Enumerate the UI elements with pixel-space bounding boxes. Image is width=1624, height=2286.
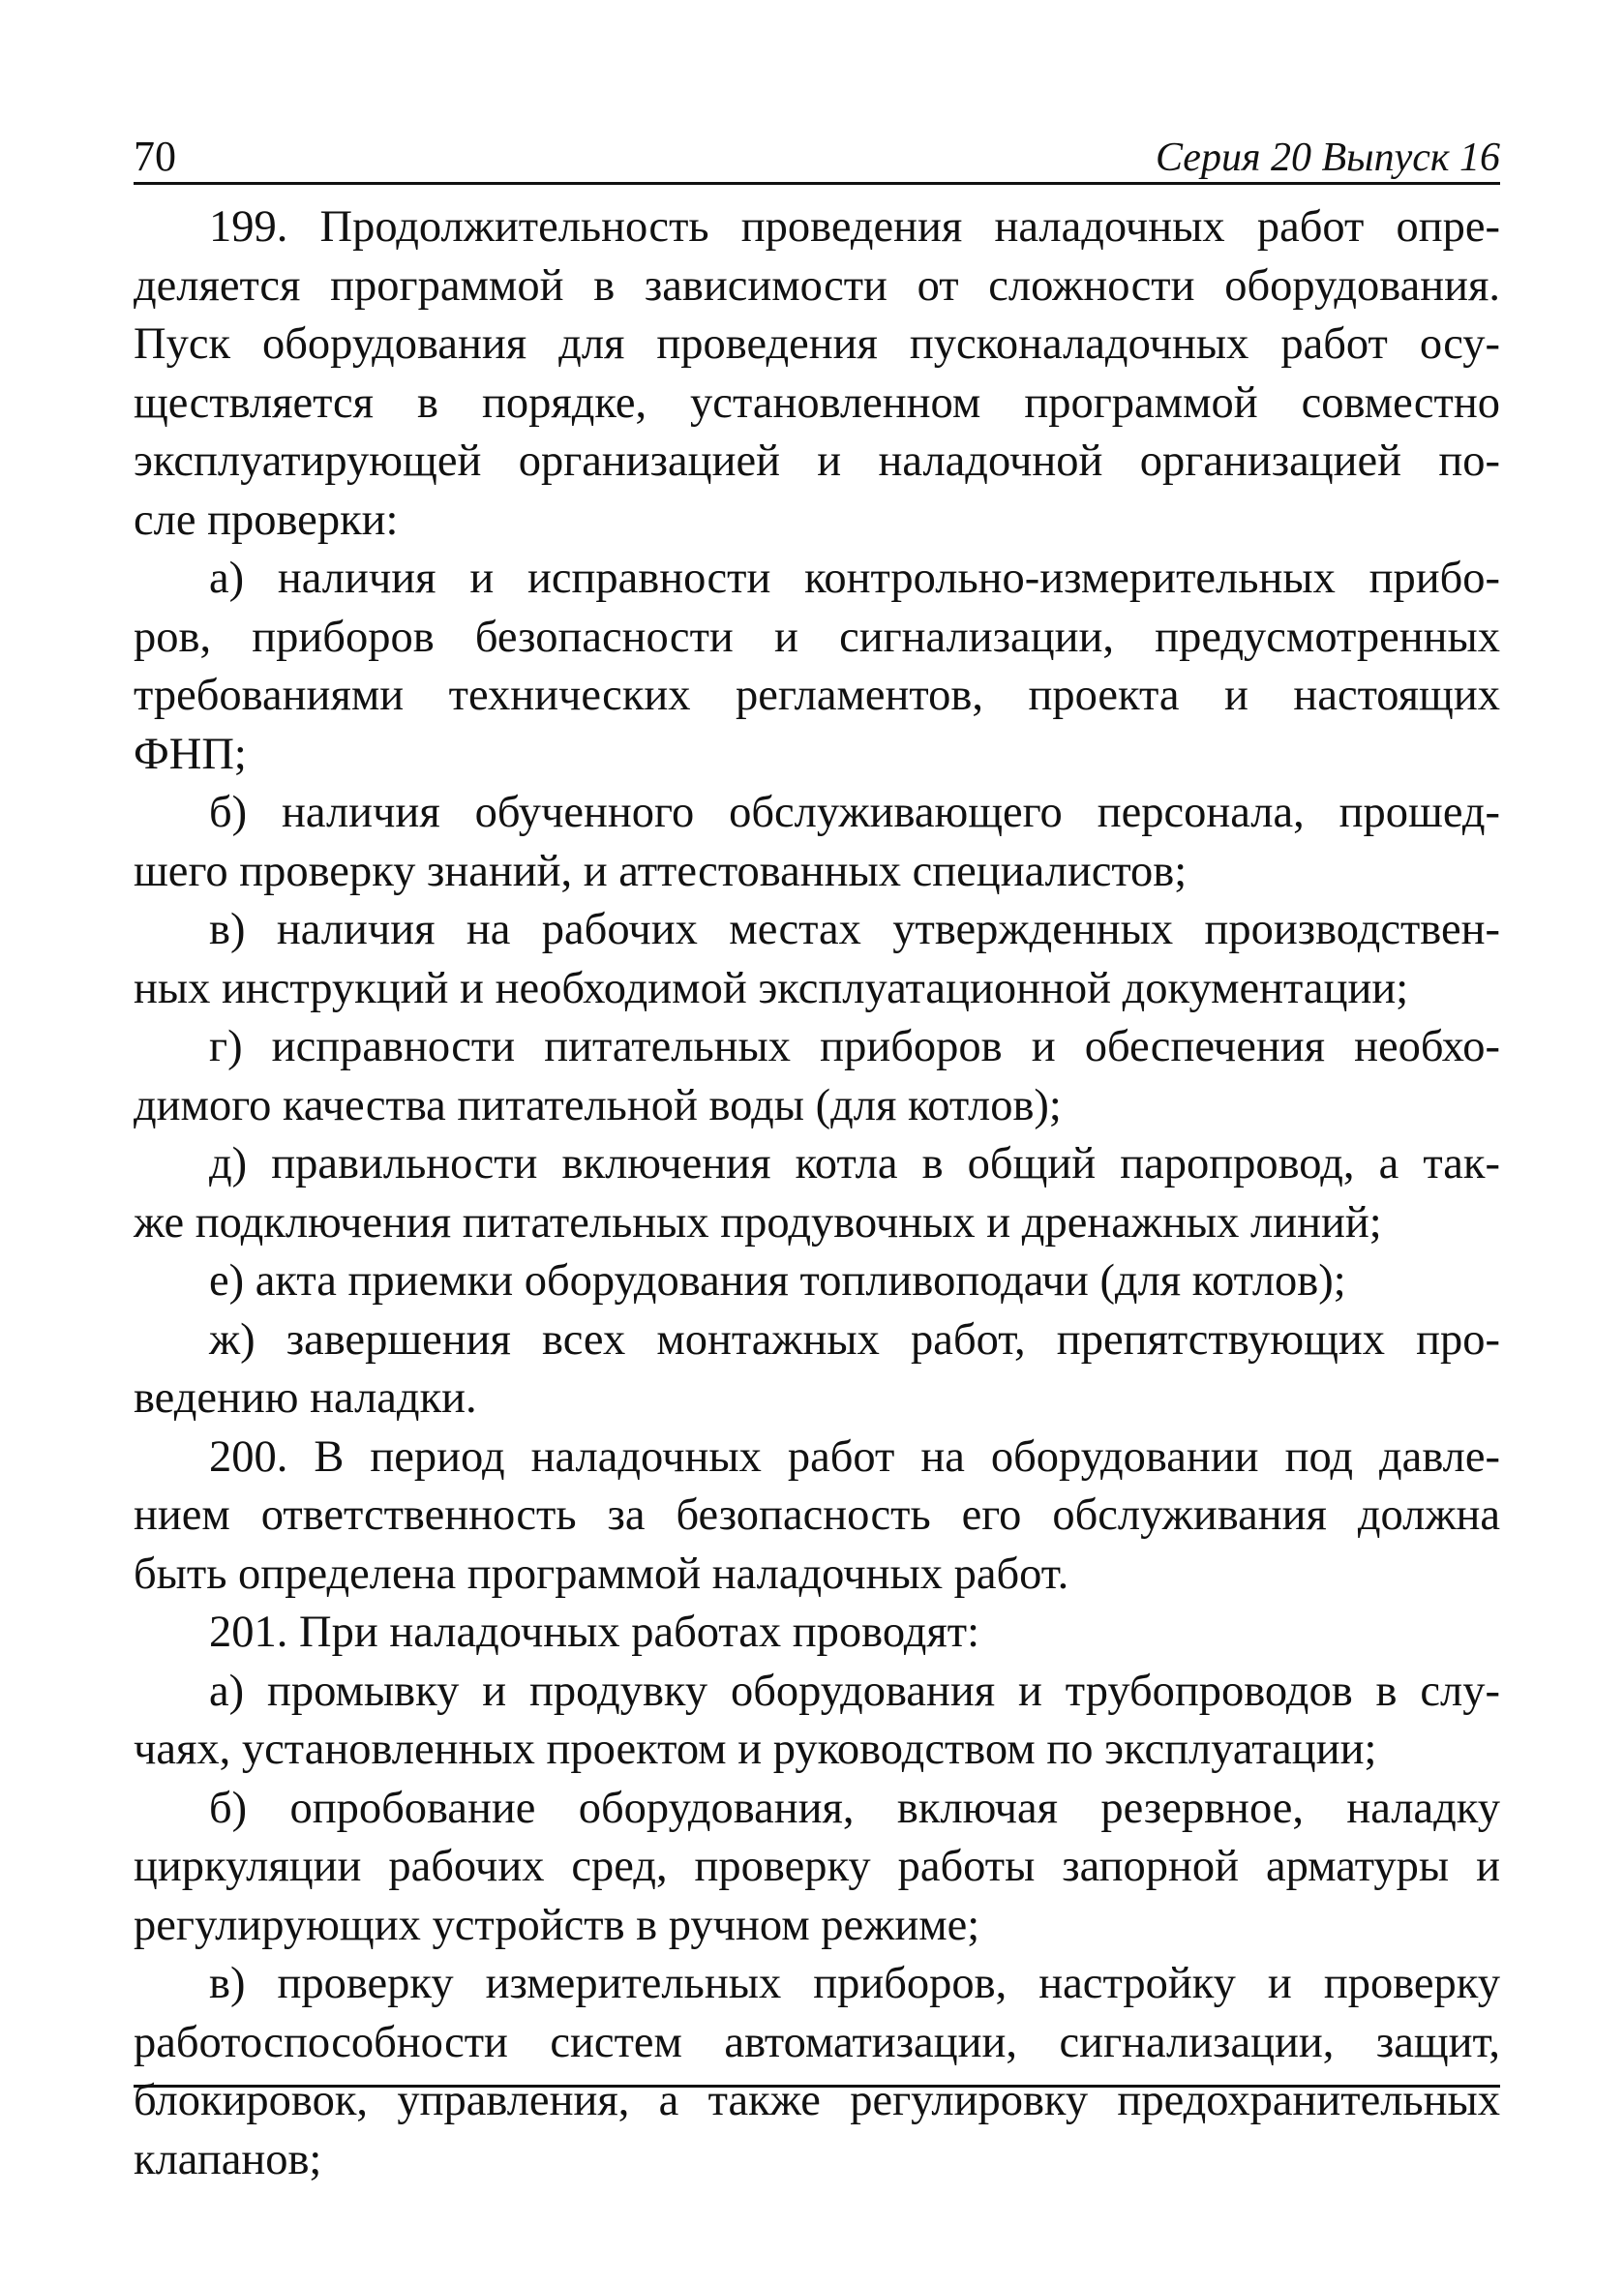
page-number: 70 (134, 133, 176, 180)
text-line: быть определена программой наладочных работ. (134, 1549, 1069, 1599)
text-line: е) акта приемки оборудования топливоподачи (для котлов); (209, 1256, 1346, 1306)
paragraph (134, 1955, 1500, 2189)
text-line: б) наличия обученного обслуживающего персонала, прошед- (209, 788, 1500, 837)
paragraph (134, 901, 1500, 1018)
text-line: эксплуатирующей организацией и наладочной организацией по- (134, 436, 1500, 486)
paragraph (134, 198, 1500, 550)
text-line: деляется программой в зависимости от сложности оборудования. (134, 260, 1500, 311)
text-line: циркуляции рабочих сред, проверку работы запорной арматуры и (134, 1842, 1500, 1891)
paragraph (134, 1604, 1500, 1663)
text-line: нием ответственность за безопасность его обслуживания должна (134, 1490, 1500, 1540)
text-line: 201. При наладочных работах проводят: (209, 1608, 980, 1657)
text-line: д) правильности включения котла в общий паропровод, а так- (209, 1139, 1500, 1188)
text-line: ных инструкций и необходимой эксплуатационной документации; (134, 963, 1409, 1013)
text-line: димого качества питательной воды (для котлов); (134, 1080, 1062, 1130)
text-line: же подключения питательных продувочных и дренажных линий; (134, 1197, 1382, 1248)
text-line: требованиями технических регламентов, проекта и настоящих (134, 671, 1500, 720)
text-line: в) проверку измерительных приборов, настройку и проверку (209, 1959, 1500, 2008)
text-line: шего проверку знаний, и аттестованных специалистов; (134, 846, 1188, 896)
text-line: сле проверки: (134, 495, 399, 545)
paragraph (134, 784, 1500, 901)
paragraph (134, 1135, 1500, 1252)
text-line: ров, приборов безопасности и сигнализации, предусмотренных (134, 612, 1500, 662)
text-line: регулирующих устройств в ручном режиме; (134, 1900, 980, 1950)
text-line: б) опробование оборудования, включая резервное, наладку (209, 1783, 1500, 1833)
page-header (134, 126, 1500, 185)
text-line: а) промывку и продувку оборудования и трубопроводов в слу- (209, 1666, 1500, 1716)
paragraph (134, 1018, 1500, 1135)
paragraph (134, 1429, 1500, 1605)
text-line: ведению наладки. (134, 1373, 477, 1423)
running-title: Серия 20 Выпуск 16 (1156, 135, 1500, 180)
text-line: чаях, установленных проектом и руководством по эксплуатации; (134, 1725, 1377, 1774)
text-line: г) исправности питательных приборов и обеспечения необхо- (209, 1022, 1500, 1071)
paragraph (134, 1663, 1500, 1780)
text-line: ж) завершения всех монтажных работ, препятствующих про- (209, 1314, 1500, 1365)
paragraph (134, 1780, 1500, 1956)
paragraph (134, 550, 1500, 784)
text-line: 199. Продолжительность проведения наладочных работ опре- (209, 202, 1500, 252)
text-line: работоспособности систем автоматизации, сигнализации, защит, (134, 2017, 1500, 2067)
footer-rule (134, 2085, 1500, 2088)
document-body (134, 198, 1500, 2189)
text-line: ФНП; (134, 729, 247, 779)
text-line: блокировок, управления, а также регулировку предохранительных (134, 2076, 1500, 2125)
text-line: в) наличия на рабочих местах утвержденных производствен- (209, 905, 1500, 954)
text-line: а) наличия и исправности контрольно-измерительных прибо- (209, 554, 1500, 603)
text-line: Пуск оборудования для проведения пусконаладочных работ осу- (134, 319, 1500, 369)
text-line: клапанов; (134, 2134, 322, 2184)
paragraph (134, 1311, 1500, 1429)
text-line: ществляется в порядке, установленном программой совместно (134, 377, 1500, 428)
paragraph (134, 1252, 1500, 1311)
document-page (134, 126, 1500, 2189)
text-line: 200. В период наладочных работ на оборудовании под давле- (209, 1431, 1500, 1482)
